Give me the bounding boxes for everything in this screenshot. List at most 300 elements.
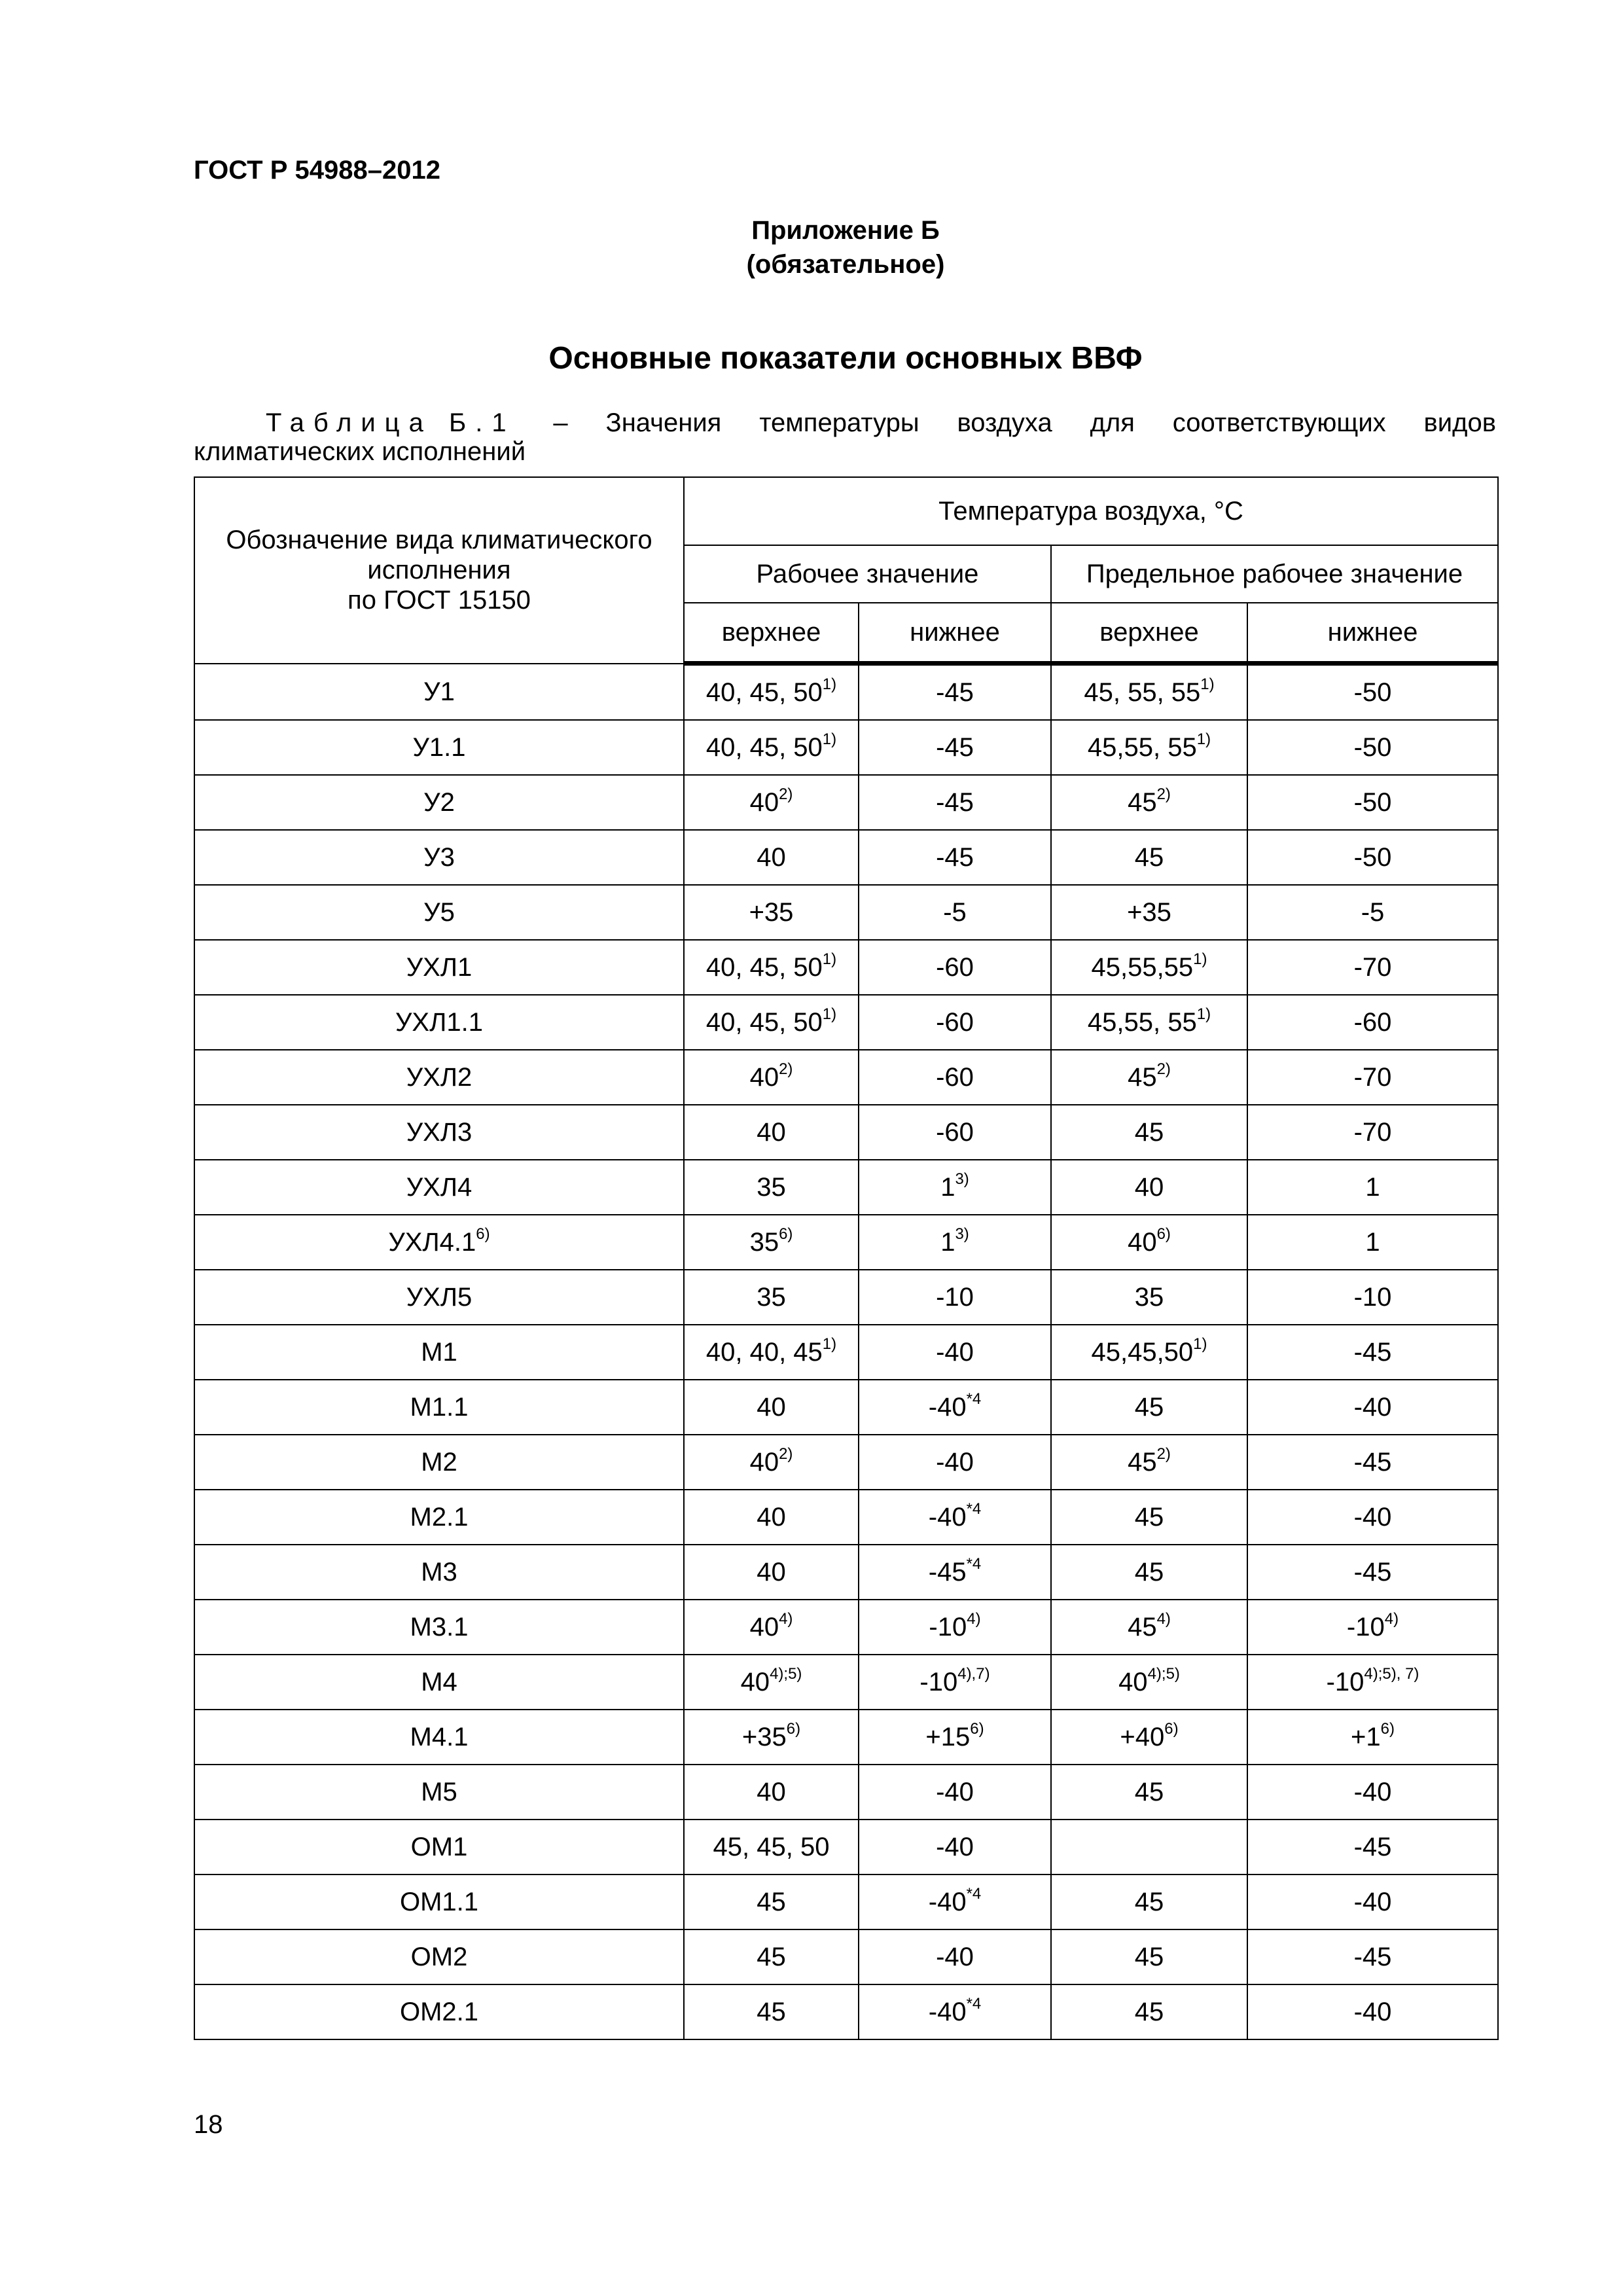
footnote-ref: 6) bbox=[786, 1720, 801, 1738]
cell-working-lower bbox=[859, 830, 1051, 885]
cell-value: У3 bbox=[423, 843, 455, 872]
cell-value: -40 bbox=[1353, 1888, 1392, 1916]
footnote-ref: 1) bbox=[822, 730, 837, 748]
cell-value: -40 bbox=[928, 1503, 967, 1532]
cell-value: 40, 45, 50 bbox=[705, 733, 823, 762]
header-limit-lower: нижнее bbox=[1247, 603, 1498, 664]
cell-value: М3.1 bbox=[410, 1613, 469, 1641]
cell-limit-upper bbox=[1051, 720, 1247, 775]
cell-designation bbox=[194, 1929, 684, 1984]
cell-value: 45 bbox=[1134, 1118, 1164, 1147]
cell-value: -40 bbox=[1353, 1393, 1392, 1422]
cell-value: 40 bbox=[757, 1503, 786, 1532]
table-row bbox=[194, 720, 1498, 775]
caption-word: соответствующих bbox=[1172, 408, 1386, 437]
cell-value: -45 bbox=[936, 788, 974, 817]
cell-value: У2 bbox=[423, 788, 455, 817]
cell-value: -45 bbox=[936, 733, 974, 762]
cell-working-lower bbox=[859, 1215, 1051, 1270]
cell-value: УХЛ1.1 bbox=[395, 1008, 483, 1037]
cell-value: -60 bbox=[936, 1063, 974, 1092]
footnote-ref: 6) bbox=[1156, 1225, 1171, 1243]
cell-working-upper bbox=[684, 1160, 859, 1215]
table-row bbox=[194, 664, 1498, 721]
footnote-ref: 6) bbox=[970, 1720, 984, 1738]
cell-value: 40, 45, 50 bbox=[705, 678, 823, 707]
footnote-ref: 4) bbox=[1156, 1610, 1171, 1628]
cell-designation bbox=[194, 1270, 684, 1325]
cell-value: -40 bbox=[936, 1338, 974, 1367]
footnote-ref: 2) bbox=[779, 1060, 793, 1078]
cell-value: 45 bbox=[1134, 1943, 1164, 1971]
cell-value: М2 bbox=[421, 1448, 457, 1477]
cell-limit-upper bbox=[1051, 1490, 1247, 1545]
cell-working-lower bbox=[859, 1820, 1051, 1874]
cell-value: 1 bbox=[940, 1228, 955, 1257]
table-body bbox=[194, 664, 1498, 2040]
temperature-table bbox=[194, 476, 1499, 2040]
cell-limit-upper bbox=[1051, 775, 1247, 830]
cell-value: 45 bbox=[1134, 1393, 1164, 1422]
footnote-ref: 3) bbox=[955, 1170, 969, 1188]
cell-value: 45 bbox=[1128, 788, 1157, 817]
cell-designation bbox=[194, 1380, 684, 1435]
cell-value: -40 bbox=[1353, 1778, 1392, 1806]
cell-working-lower bbox=[859, 1984, 1051, 2039]
cell-value: -40 bbox=[936, 1778, 974, 1806]
cell-limit-upper bbox=[1051, 1984, 1247, 2039]
table-row bbox=[194, 1545, 1498, 1600]
table-row bbox=[194, 1765, 1498, 1820]
footnote-ref: 2) bbox=[1156, 1060, 1171, 1078]
footnote-ref: 4) bbox=[967, 1610, 981, 1628]
cell-value: М1 bbox=[421, 1338, 457, 1367]
cell-limit-lower bbox=[1247, 1929, 1498, 1984]
cell-value: -70 bbox=[1353, 1063, 1392, 1092]
appendix-heading bbox=[194, 213, 1497, 281]
footnote-ref: *4 bbox=[966, 1995, 982, 2013]
cell-working-upper bbox=[684, 1050, 859, 1105]
document-code: ГОСТ Р 54988–2012 bbox=[194, 156, 440, 185]
table-row bbox=[194, 1600, 1498, 1655]
cell-designation bbox=[194, 995, 684, 1050]
cell-working-upper bbox=[684, 775, 859, 830]
cell-value: 45,45,50 bbox=[1091, 1338, 1194, 1367]
caption-line-2: климатических исполнений bbox=[194, 437, 526, 466]
cell-working-upper bbox=[684, 1380, 859, 1435]
cell-value: УХЛ3 bbox=[406, 1118, 473, 1147]
table-row bbox=[194, 1215, 1498, 1270]
cell-working-upper bbox=[684, 885, 859, 940]
cell-designation bbox=[194, 1490, 684, 1545]
cell-value: ОМ2.1 bbox=[399, 1998, 479, 2026]
cell-value: 45, 45, 50 bbox=[713, 1833, 830, 1861]
cell-value: 40 bbox=[757, 1558, 786, 1587]
cell-value: ОМ1.1 bbox=[399, 1888, 479, 1916]
cell-value: 40, 45, 50 bbox=[705, 953, 823, 982]
header-temperature: Температура воздуха, °С bbox=[684, 477, 1498, 545]
cell-limit-upper bbox=[1051, 1600, 1247, 1655]
cell-value: -60 bbox=[936, 953, 974, 982]
cell-value: 45 bbox=[1128, 1448, 1157, 1477]
cell-value: -45 bbox=[928, 1558, 967, 1587]
caption-word: Значения bbox=[605, 408, 722, 437]
cell-working-lower bbox=[859, 1105, 1051, 1160]
cell-working-upper bbox=[684, 995, 859, 1050]
footnote-ref: *4 bbox=[966, 1885, 982, 1903]
cell-limit-upper bbox=[1051, 1765, 1247, 1820]
cell-value: -70 bbox=[1353, 1118, 1392, 1147]
footnote-ref: *4 bbox=[966, 1390, 982, 1408]
cell-working-lower bbox=[859, 1435, 1051, 1490]
cell-working-upper bbox=[684, 1325, 859, 1380]
cell-value: 1 bbox=[1365, 1173, 1380, 1202]
cell-limit-lower bbox=[1247, 1380, 1498, 1435]
cell-value: 45, 55, 55 bbox=[1084, 678, 1201, 707]
cell-value: -10 bbox=[929, 1613, 967, 1641]
appendix-title: Приложение Б bbox=[751, 216, 940, 245]
cell-limit-lower bbox=[1247, 1874, 1498, 1929]
cell-designation bbox=[194, 1820, 684, 1874]
cell-value: 40 bbox=[757, 1778, 786, 1806]
table-row bbox=[194, 1160, 1498, 1215]
cell-working-lower bbox=[859, 720, 1051, 775]
cell-value: 40 bbox=[749, 788, 779, 817]
footnote-ref: 4);5), 7) bbox=[1364, 1665, 1419, 1683]
cell-limit-upper bbox=[1051, 1929, 1247, 1984]
footnote-ref: 1) bbox=[1193, 1335, 1207, 1353]
cell-working-upper bbox=[684, 940, 859, 995]
cell-working-upper bbox=[684, 1215, 859, 1270]
cell-value: 45 bbox=[757, 1998, 786, 2026]
table-row bbox=[194, 1874, 1498, 1929]
cell-value: 45,55, 55 bbox=[1087, 1008, 1197, 1037]
cell-value: +1 bbox=[1351, 1723, 1381, 1751]
cell-value: 35 bbox=[1134, 1283, 1164, 1312]
table-row bbox=[194, 1655, 1498, 1710]
cell-value: 45 bbox=[1134, 1558, 1164, 1587]
cell-value: -40 bbox=[1353, 1998, 1392, 2026]
page-number: 18 bbox=[194, 2110, 223, 2139]
footnote-ref: 2) bbox=[1156, 1445, 1171, 1463]
footnote-ref: 1) bbox=[1196, 730, 1211, 748]
caption-label: Таблица Б.1 bbox=[266, 408, 516, 437]
cell-limit-lower bbox=[1247, 995, 1498, 1050]
cell-value: -40 bbox=[1353, 1503, 1392, 1532]
cell-limit-upper bbox=[1051, 1050, 1247, 1105]
table-row bbox=[194, 885, 1498, 940]
cell-value: 45 bbox=[757, 1943, 786, 1971]
cell-limit-lower bbox=[1247, 1655, 1498, 1710]
cell-limit-lower bbox=[1247, 775, 1498, 830]
footnote-ref: 2) bbox=[779, 785, 793, 803]
footnote-ref: 6) bbox=[476, 1225, 490, 1243]
footnote-ref: 6) bbox=[1164, 1720, 1179, 1738]
footnote-ref: 1) bbox=[822, 1005, 837, 1023]
cell-value: -10 bbox=[1326, 1668, 1364, 1696]
cell-value: 35 bbox=[757, 1173, 786, 1202]
cell-limit-lower bbox=[1247, 1710, 1498, 1765]
cell-limit-upper bbox=[1051, 664, 1247, 721]
header-designation-line: по ГОСТ 15150 bbox=[348, 586, 531, 615]
cell-value: -45 bbox=[936, 843, 974, 872]
footnote-ref: 6) bbox=[779, 1225, 793, 1243]
header-working-upper: верхнее bbox=[684, 603, 859, 664]
table-row bbox=[194, 1490, 1498, 1545]
footnote-ref: 6) bbox=[1380, 1720, 1395, 1738]
header-working-value: Рабочее значение bbox=[684, 545, 1051, 603]
cell-working-lower bbox=[859, 1874, 1051, 1929]
cell-value: -50 bbox=[1353, 733, 1392, 762]
cell-value: -50 bbox=[1353, 843, 1392, 872]
footnote-ref: 1) bbox=[822, 1335, 837, 1353]
cell-working-upper bbox=[684, 1984, 859, 2039]
cell-value: 40 bbox=[740, 1668, 770, 1696]
table-row bbox=[194, 1820, 1498, 1874]
cell-value: 35 bbox=[757, 1283, 786, 1312]
cell-value: -40 bbox=[928, 1888, 967, 1916]
cell-value: -60 bbox=[936, 1008, 974, 1037]
cell-value: 40 bbox=[757, 1393, 786, 1422]
cell-value: У1.1 bbox=[412, 733, 466, 762]
footnote-ref: *4 bbox=[966, 1500, 982, 1518]
cell-value: -45 bbox=[1353, 1943, 1392, 1971]
cell-value: -40 bbox=[928, 1393, 967, 1422]
cell-value: 45 bbox=[757, 1888, 786, 1916]
cell-value: М1.1 bbox=[410, 1393, 469, 1422]
cell-working-lower bbox=[859, 885, 1051, 940]
cell-limit-lower bbox=[1247, 1545, 1498, 1600]
caption-word: видов bbox=[1423, 408, 1496, 437]
cell-value: УХЛ5 bbox=[406, 1283, 473, 1312]
cell-value: -45 bbox=[1353, 1833, 1392, 1861]
cell-limit-upper bbox=[1051, 1160, 1247, 1215]
cell-value: М3 bbox=[421, 1558, 457, 1587]
cell-value: -5 bbox=[943, 898, 967, 927]
cell-working-lower bbox=[859, 995, 1051, 1050]
cell-value: 40 bbox=[749, 1063, 779, 1092]
table-row bbox=[194, 1105, 1498, 1160]
cell-value: -5 bbox=[1361, 898, 1385, 927]
cell-working-upper bbox=[684, 1490, 859, 1545]
cell-designation bbox=[194, 1874, 684, 1929]
cell-designation bbox=[194, 1710, 684, 1765]
cell-value: -60 bbox=[1353, 1008, 1392, 1037]
cell-designation bbox=[194, 1325, 684, 1380]
cell-value: -45 bbox=[936, 678, 974, 707]
cell-value: +40 bbox=[1120, 1723, 1165, 1751]
cell-value: -50 bbox=[1353, 788, 1392, 817]
cell-working-upper bbox=[684, 1270, 859, 1325]
footnote-ref: *4 bbox=[966, 1555, 982, 1573]
cell-limit-upper bbox=[1051, 1710, 1247, 1765]
table-row bbox=[194, 995, 1498, 1050]
cell-limit-lower bbox=[1247, 885, 1498, 940]
cell-working-upper bbox=[684, 1600, 859, 1655]
cell-limit-lower bbox=[1247, 1600, 1498, 1655]
cell-value: 45,55, 55 bbox=[1087, 733, 1197, 762]
cell-value: У1 bbox=[423, 677, 455, 706]
cell-working-lower bbox=[859, 1490, 1051, 1545]
caption-word: воздуха bbox=[957, 408, 1052, 437]
cell-working-lower bbox=[859, 1380, 1051, 1435]
cell-working-lower bbox=[859, 940, 1051, 995]
cell-limit-upper bbox=[1051, 1270, 1247, 1325]
cell-working-upper bbox=[684, 1545, 859, 1600]
cell-limit-lower bbox=[1247, 720, 1498, 775]
cell-value: 45,55,55 bbox=[1091, 953, 1194, 982]
cell-designation bbox=[194, 830, 684, 885]
table-row bbox=[194, 830, 1498, 885]
cell-value: 40, 45, 50 bbox=[705, 1008, 823, 1037]
cell-designation bbox=[194, 1655, 684, 1710]
cell-limit-upper bbox=[1051, 1105, 1247, 1160]
cell-value: 40 bbox=[749, 1613, 779, 1641]
cell-working-upper bbox=[684, 1105, 859, 1160]
caption-dash: – bbox=[553, 408, 568, 437]
cell-working-upper bbox=[684, 1710, 859, 1765]
cell-limit-upper bbox=[1051, 1215, 1247, 1270]
cell-value: М2.1 bbox=[410, 1503, 469, 1532]
cell-limit-upper bbox=[1051, 1380, 1247, 1435]
cell-value: -40 bbox=[936, 1833, 974, 1861]
cell-value: М4 bbox=[421, 1668, 457, 1696]
cell-value: -10 bbox=[936, 1283, 974, 1312]
cell-working-upper bbox=[684, 1435, 859, 1490]
cell-working-lower bbox=[859, 775, 1051, 830]
cell-working-upper bbox=[684, 1820, 859, 1874]
cell-limit-lower bbox=[1247, 1160, 1498, 1215]
cell-designation bbox=[194, 1215, 684, 1270]
cell-value: +35 bbox=[1127, 898, 1171, 927]
cell-value: У5 bbox=[423, 898, 455, 927]
cell-limit-lower bbox=[1247, 1984, 1498, 2039]
caption-line-1 bbox=[194, 408, 1496, 437]
cell-limit-upper bbox=[1051, 885, 1247, 940]
cell-value: 45 bbox=[1134, 1888, 1164, 1916]
caption-word: температуры bbox=[759, 408, 919, 437]
cell-working-lower bbox=[859, 1929, 1051, 1984]
table-row bbox=[194, 775, 1498, 830]
cell-designation bbox=[194, 1050, 684, 1105]
cell-limit-lower bbox=[1247, 664, 1498, 721]
cell-designation bbox=[194, 720, 684, 775]
cell-designation bbox=[194, 1600, 684, 1655]
cell-value: УХЛ1 bbox=[406, 953, 473, 982]
cell-value: 40 bbox=[749, 1448, 779, 1477]
footnote-ref: 4) bbox=[779, 1610, 793, 1628]
cell-limit-lower bbox=[1247, 940, 1498, 995]
cell-value: -70 bbox=[1353, 953, 1392, 982]
cell-value: -10 bbox=[919, 1668, 958, 1696]
cell-value: ОМ2 bbox=[410, 1943, 468, 1971]
footnote-ref: 1) bbox=[822, 950, 837, 968]
cell-value: +35 bbox=[741, 1723, 787, 1751]
cell-designation bbox=[194, 1765, 684, 1820]
table-row bbox=[194, 1380, 1498, 1435]
header-designation bbox=[194, 477, 684, 664]
footnote-ref: 2) bbox=[1156, 785, 1171, 803]
cell-limit-upper bbox=[1051, 1435, 1247, 1490]
footnote-ref: 4),7) bbox=[957, 1665, 990, 1683]
cell-limit-upper bbox=[1051, 1820, 1247, 1874]
cell-value: -50 bbox=[1353, 678, 1392, 707]
table-row bbox=[194, 1325, 1498, 1380]
caption-word: для bbox=[1090, 408, 1135, 437]
cell-working-upper bbox=[684, 664, 859, 721]
header-limit-value: Предельное рабочее значение bbox=[1051, 545, 1498, 603]
cell-value: -40 bbox=[936, 1448, 974, 1477]
section-title: Основные показатели основных ВВФ bbox=[548, 341, 1143, 376]
cell-designation bbox=[194, 664, 684, 721]
cell-value: УХЛ2 bbox=[406, 1063, 473, 1092]
cell-limit-lower bbox=[1247, 1490, 1498, 1545]
cell-value: 45 bbox=[1134, 1778, 1164, 1806]
footnote-ref: 4);5) bbox=[1147, 1665, 1180, 1683]
cell-designation bbox=[194, 1984, 684, 2039]
cell-limit-lower bbox=[1247, 1325, 1498, 1380]
cell-working-upper bbox=[684, 1874, 859, 1929]
cell-value: -45 bbox=[1353, 1338, 1392, 1367]
cell-designation bbox=[194, 1160, 684, 1215]
cell-limit-upper bbox=[1051, 1655, 1247, 1710]
cell-value: +15 bbox=[925, 1723, 971, 1751]
cell-limit-lower bbox=[1247, 1050, 1498, 1105]
cell-designation bbox=[194, 885, 684, 940]
cell-working-lower bbox=[859, 1600, 1051, 1655]
appendix-status: (обязательное) bbox=[746, 250, 945, 279]
cell-value: 1 bbox=[1365, 1228, 1380, 1257]
cell-value: 1 bbox=[940, 1173, 955, 1202]
cell-limit-upper bbox=[1051, 1545, 1247, 1600]
footnote-ref: 3) bbox=[955, 1225, 969, 1243]
cell-designation bbox=[194, 1435, 684, 1490]
table-header bbox=[194, 477, 1498, 664]
cell-value: 35 bbox=[749, 1228, 779, 1257]
cell-limit-lower bbox=[1247, 1270, 1498, 1325]
cell-working-lower bbox=[859, 1545, 1051, 1600]
cell-value: ОМ1 bbox=[410, 1833, 468, 1861]
cell-value: -45 bbox=[1353, 1558, 1392, 1587]
cell-working-lower bbox=[859, 1655, 1051, 1710]
cell-limit-lower bbox=[1247, 1435, 1498, 1490]
footnote-ref: 1) bbox=[1200, 675, 1215, 693]
footnote-ref: 1) bbox=[822, 675, 837, 693]
cell-limit-upper bbox=[1051, 830, 1247, 885]
cell-value: 45 bbox=[1134, 1998, 1164, 2026]
table-row bbox=[194, 1984, 1498, 2039]
table-row bbox=[194, 1929, 1498, 1984]
cell-value: 40 bbox=[757, 1118, 786, 1147]
cell-working-lower bbox=[859, 1050, 1051, 1105]
header-working-lower: нижнее bbox=[859, 603, 1051, 664]
cell-value: -45 bbox=[1353, 1448, 1392, 1477]
table-caption bbox=[194, 408, 1496, 466]
cell-limit-lower bbox=[1247, 1820, 1498, 1874]
cell-value: 40 bbox=[1118, 1668, 1148, 1696]
cell-working-lower bbox=[859, 1710, 1051, 1765]
table-row bbox=[194, 1710, 1498, 1765]
cell-limit-upper bbox=[1051, 1874, 1247, 1929]
cell-value: М5 bbox=[421, 1778, 457, 1806]
cell-value: 40 bbox=[1128, 1228, 1157, 1257]
cell-value: 40, 40, 45 bbox=[705, 1338, 823, 1367]
footnote-ref: 1) bbox=[1196, 1005, 1211, 1023]
cell-designation bbox=[194, 940, 684, 995]
cell-value: 45 bbox=[1128, 1613, 1157, 1641]
cell-working-lower bbox=[859, 1270, 1051, 1325]
cell-working-upper bbox=[684, 1655, 859, 1710]
